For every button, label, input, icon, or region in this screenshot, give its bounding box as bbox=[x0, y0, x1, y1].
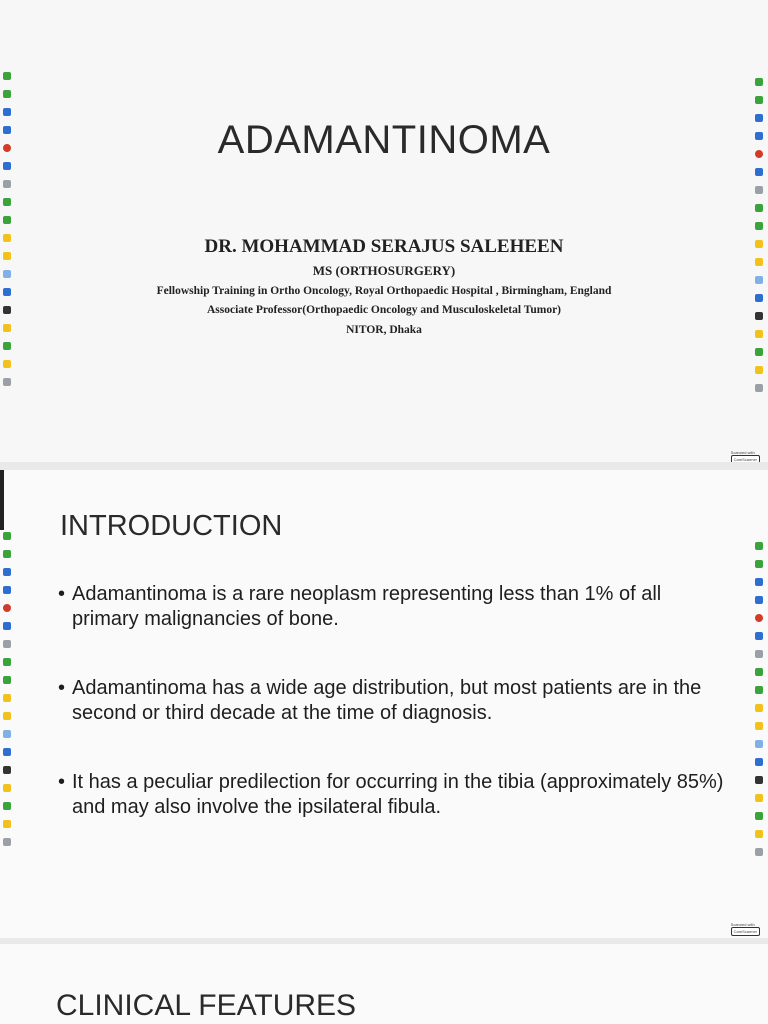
check-icon[interactable] bbox=[755, 812, 763, 820]
arrow-right-icon[interactable] bbox=[755, 222, 763, 230]
calendar-icon[interactable] bbox=[3, 586, 11, 594]
arrow-left-icon[interactable] bbox=[3, 658, 11, 666]
author-name: DR. MOHAMMAD SERAJUS SALEHEEN bbox=[204, 236, 564, 257]
close-icon[interactable] bbox=[755, 614, 763, 622]
author-position: Associate Professor(Orthopaedic Oncology and Musculoskeletal Tumor) bbox=[206, 304, 562, 316]
close-icon[interactable] bbox=[3, 604, 11, 612]
camscanner-watermark bbox=[731, 450, 760, 462]
watermark-label: CamScanner bbox=[731, 927, 760, 936]
lock-icon[interactable] bbox=[3, 108, 11, 116]
pin-icon[interactable] bbox=[755, 78, 763, 86]
watermark-caption: Scanned with bbox=[730, 922, 755, 927]
arrow-right-icon[interactable] bbox=[3, 676, 11, 684]
bullet-item: • Adamantinoma has a wide age distribution, but most patients are in the second or third decade at the time of diagnosis. bbox=[58, 676, 728, 726]
highlighter-icon[interactable] bbox=[3, 748, 11, 756]
author-fellowship: Fellowship Training in Ortho Oncology, Royal Orthopaedic Hospital , Birmingham, England bbox=[156, 285, 612, 297]
calendar-icon[interactable] bbox=[755, 596, 763, 604]
slide-heading: CLINICAL FEATURES bbox=[56, 989, 357, 1022]
pencil-icon[interactable] bbox=[755, 794, 763, 802]
title-slide bbox=[0, 0, 768, 462]
pin-icon[interactable] bbox=[755, 542, 763, 550]
arrow-right-icon[interactable] bbox=[3, 216, 11, 224]
slide-heading: INTRODUCTION bbox=[60, 510, 283, 542]
note-icon[interactable] bbox=[3, 360, 11, 368]
check-icon[interactable] bbox=[3, 342, 11, 350]
bullet-list bbox=[58, 582, 728, 864]
pen-icon[interactable] bbox=[3, 766, 11, 774]
stamp-icon[interactable] bbox=[755, 560, 763, 568]
arrow-left-icon[interactable] bbox=[3, 198, 11, 206]
stamp-icon[interactable] bbox=[3, 90, 11, 98]
bullet-item: • It has a peculiar predilection for occurring in the tibia (approximately 85%) and may also involve the ipsilateral fibula. bbox=[58, 770, 728, 820]
watermark-label: CamScanner bbox=[731, 455, 760, 462]
save-icon[interactable] bbox=[755, 168, 763, 176]
page-edge-mark bbox=[0, 470, 4, 530]
pin-icon[interactable] bbox=[3, 532, 11, 540]
zoom-in-icon[interactable] bbox=[755, 704, 763, 712]
lock-icon[interactable] bbox=[3, 568, 11, 576]
hand-icon[interactable] bbox=[755, 740, 763, 748]
note-icon[interactable] bbox=[755, 830, 763, 838]
check-icon[interactable] bbox=[755, 348, 763, 356]
eraser-icon[interactable] bbox=[755, 384, 763, 392]
eraser-icon[interactable] bbox=[755, 848, 763, 856]
save-icon[interactable] bbox=[3, 162, 11, 170]
annotation-toolbar-right bbox=[752, 542, 766, 866]
stamp-icon[interactable] bbox=[755, 96, 763, 104]
arrow-left-icon[interactable] bbox=[755, 668, 763, 676]
hand-icon[interactable] bbox=[3, 730, 11, 738]
eraser-icon[interactable] bbox=[3, 378, 11, 386]
dot-icon[interactable] bbox=[755, 186, 763, 194]
dot-icon[interactable] bbox=[3, 640, 11, 648]
arrow-right-icon[interactable] bbox=[755, 686, 763, 694]
camscanner-watermark bbox=[731, 922, 760, 936]
author-degree: MS (ORTHOSURGERY) bbox=[312, 263, 456, 278]
lock-icon[interactable] bbox=[755, 578, 763, 586]
zoom-out-icon[interactable] bbox=[3, 712, 11, 720]
eraser-icon[interactable] bbox=[3, 838, 11, 846]
introduction-slide bbox=[0, 470, 768, 938]
watermark-caption: Scanned with bbox=[730, 450, 755, 455]
save-icon[interactable] bbox=[755, 632, 763, 640]
bullet-item: • Adamantinoma is a rare neoplasm representing less than 1% of all primary malignancies of bone. bbox=[58, 582, 728, 632]
note-icon[interactable] bbox=[3, 820, 11, 828]
clinical-features-slide bbox=[0, 944, 768, 1024]
pen-icon[interactable] bbox=[755, 776, 763, 784]
dot-icon[interactable] bbox=[3, 180, 11, 188]
zoom-in-icon[interactable] bbox=[3, 694, 11, 702]
pin-icon[interactable] bbox=[3, 72, 11, 80]
author-institute: NITOR, Dhaka bbox=[346, 324, 422, 336]
dot-icon[interactable] bbox=[755, 650, 763, 658]
note-icon[interactable] bbox=[755, 366, 763, 374]
check-icon[interactable] bbox=[3, 802, 11, 810]
arrow-left-icon[interactable] bbox=[755, 204, 763, 212]
stamp-icon[interactable] bbox=[3, 550, 11, 558]
highlighter-icon[interactable] bbox=[755, 758, 763, 766]
pencil-icon[interactable] bbox=[3, 784, 11, 792]
zoom-out-icon[interactable] bbox=[755, 722, 763, 730]
slide-title: ADAMANTINOMA bbox=[217, 118, 551, 162]
annotation-toolbar-left bbox=[0, 532, 14, 856]
save-icon[interactable] bbox=[3, 622, 11, 630]
